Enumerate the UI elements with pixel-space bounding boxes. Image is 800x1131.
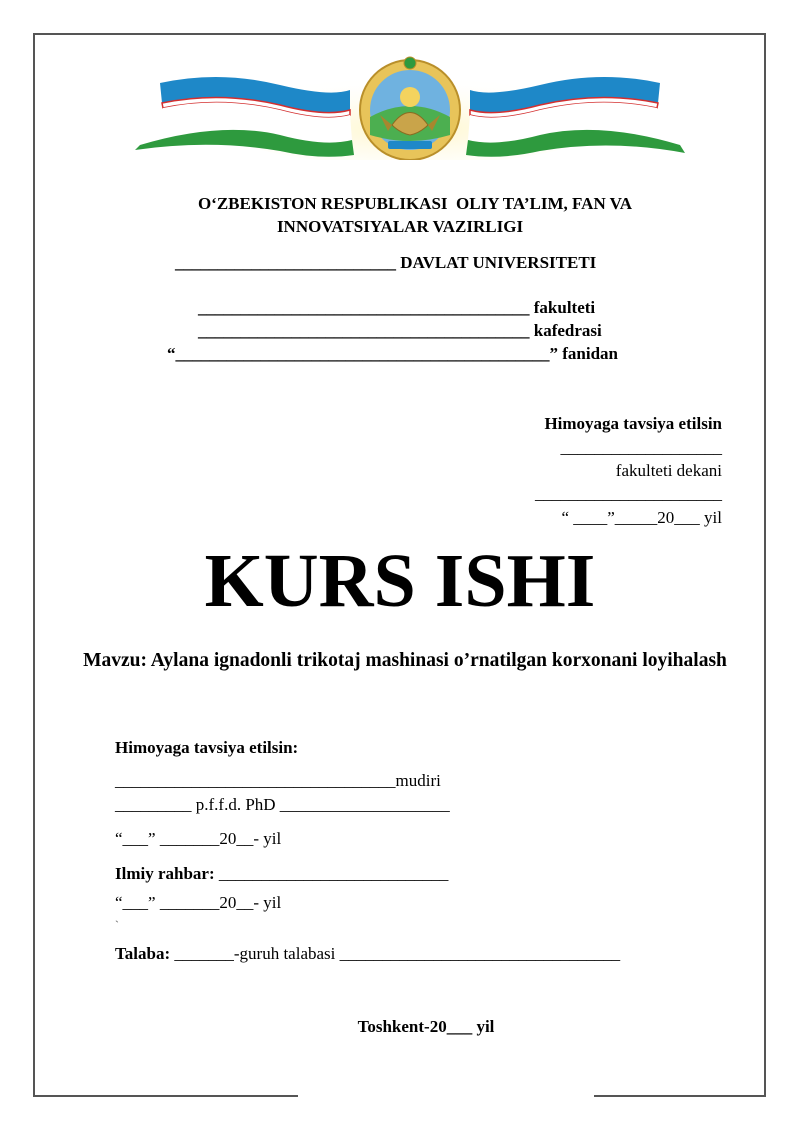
phd-line: _________ p.f.f.d. PhD ____________________ bbox=[115, 795, 450, 814]
supervisor-blank: ___________________________ bbox=[214, 864, 449, 883]
faculty-label: fakulteti bbox=[529, 298, 596, 317]
ministry-line-1: O‘ZBEKISTON RESPUBLIKASI OLIY TA’LIM, FAN VA bbox=[197, 194, 633, 213]
student-line bbox=[115, 944, 620, 964]
border-gap bbox=[298, 1090, 594, 1104]
university-line bbox=[175, 253, 596, 273]
topic: Mavzu: Aylana ignadonli trikotaj mashinasi o’rnatilgan korxonani loyihalash bbox=[83, 650, 727, 671]
approval-top-date: “ ____”_____20___ yil bbox=[561, 508, 722, 527]
faculty-blank: _______________________________________ bbox=[198, 298, 530, 317]
approval-top-dean: fakulteti dekani bbox=[615, 461, 722, 480]
approval-date-2: “___” _______20__- yil bbox=[115, 893, 282, 912]
approval-date-1: “___” _______20__- yil bbox=[115, 829, 282, 848]
approval-top-signature-line: ___________________ bbox=[560, 438, 722, 457]
supervisor-label: Ilmiy rahbar: bbox=[115, 864, 215, 883]
supervisor-line bbox=[115, 864, 448, 884]
subject-open-quote: “ bbox=[167, 344, 176, 363]
approval-top-name-line: ______________________ bbox=[535, 484, 722, 503]
approval-bottom-heading: Himoyaga tavsiya etilsin: bbox=[115, 738, 299, 757]
document-title: KURS ISHI bbox=[204, 539, 596, 623]
head-of-department-line: _________________________________mudiri bbox=[115, 771, 441, 790]
subject-line bbox=[167, 344, 618, 364]
department-line bbox=[198, 321, 602, 341]
state-emblem-icon bbox=[130, 55, 690, 160]
subject-blank: ____________________________________________ bbox=[175, 344, 550, 363]
stray-mark: ` bbox=[115, 918, 119, 932]
department-blank: _______________________________________ bbox=[198, 321, 530, 340]
student-label: Talaba: bbox=[115, 944, 171, 963]
city-year: Toshkent-20___ yil bbox=[357, 1017, 495, 1036]
subject-label: ” fanidan bbox=[549, 344, 618, 363]
ministry-line-2: INNOVATSIYALAR VAZIRLIGI bbox=[276, 217, 524, 236]
approval-top-heading: Himoyaga tavsiya etilsin bbox=[544, 414, 722, 433]
university-name: DAVLAT UNIVERSITETI bbox=[396, 253, 597, 272]
university-blank: __________________________ bbox=[175, 253, 396, 272]
department-label: kafedrasi bbox=[529, 321, 602, 340]
faculty-line bbox=[198, 298, 595, 318]
student-group-line: _______-guruh talabasi _________________________________ bbox=[170, 944, 621, 963]
